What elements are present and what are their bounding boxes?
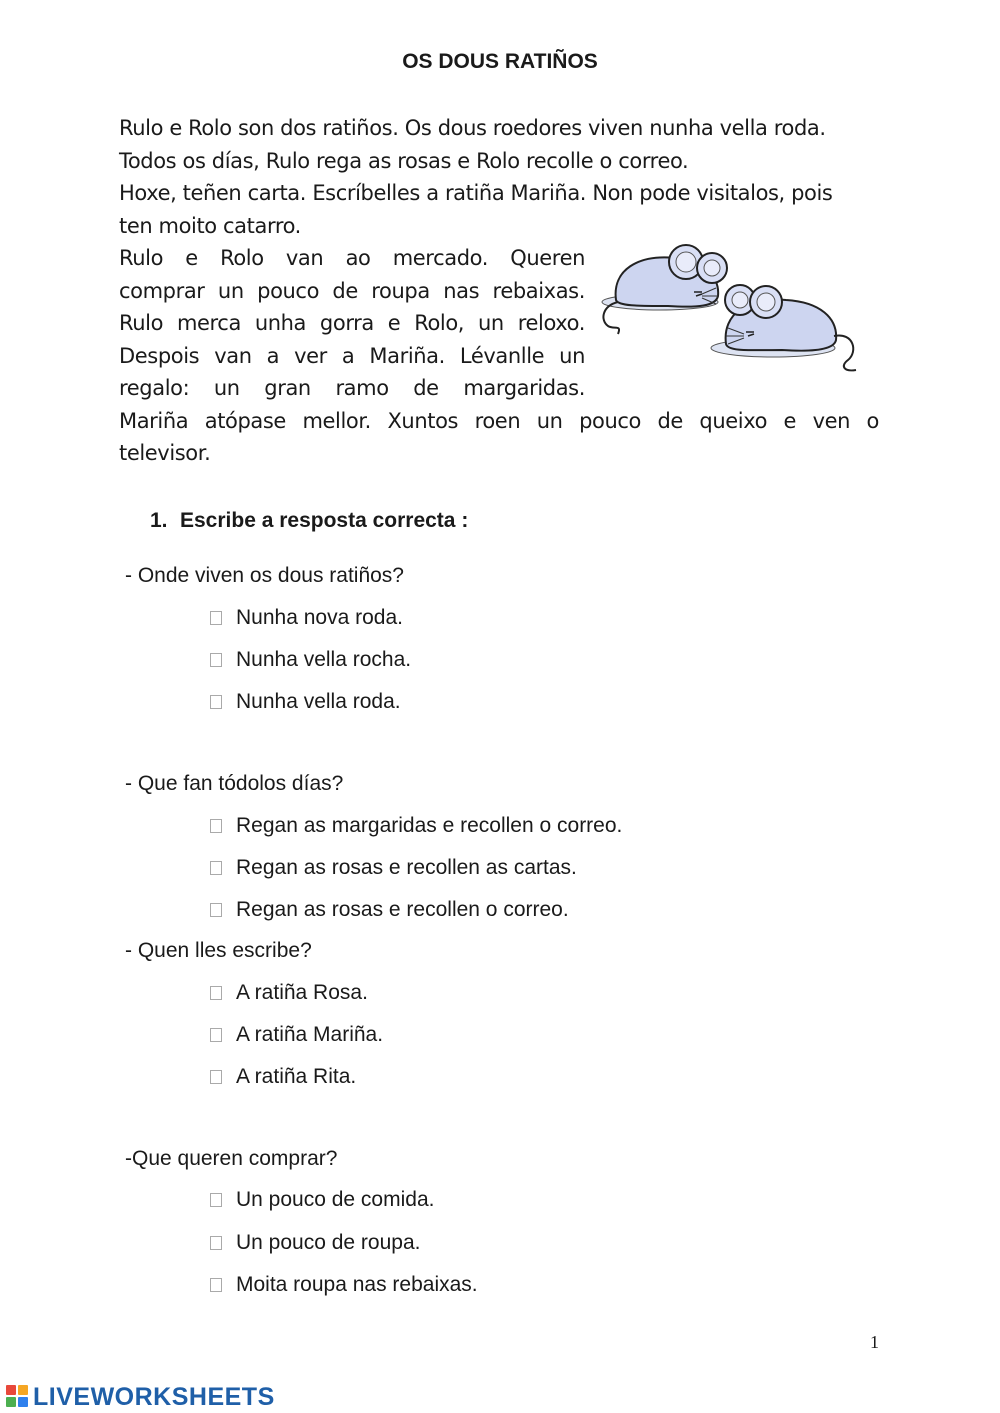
- logo-blocks-icon: [6, 1385, 30, 1409]
- mice-illustration: [598, 240, 860, 374]
- answer-option[interactable]: [210, 690, 401, 718]
- page-number: 1: [870, 1332, 879, 1352]
- exercise-number: 1.: [150, 509, 168, 532]
- option-label: A ratiña Mariña.: [236, 1023, 384, 1046]
- answer-option[interactable]: [210, 648, 411, 676]
- question-text: - Que fan tódolos días?: [125, 772, 344, 795]
- story-line: comprar un pouco de roupa nas rebaixas.: [119, 278, 585, 303]
- checkbox[interactable]: [210, 653, 222, 667]
- option-label: A ratiña Rosa.: [236, 981, 368, 1004]
- option-label: Nunha vella rocha.: [236, 648, 412, 671]
- worksheet-title: OS DOUS RATIÑOS: [402, 50, 598, 73]
- answer-option[interactable]: [210, 606, 403, 634]
- option-label: Nunha vella roda.: [236, 690, 401, 713]
- checkbox[interactable]: [210, 1278, 222, 1292]
- logo-text: LIVEWORKSHEETS: [33, 1382, 275, 1411]
- story-line: televisor.: [119, 441, 211, 465]
- question-text: -Que queren comprar?: [125, 1147, 338, 1170]
- logo-block: [18, 1397, 28, 1407]
- answer-option[interactable]: [210, 898, 569, 926]
- logo-block: [6, 1385, 16, 1395]
- answer-option[interactable]: [210, 1188, 434, 1216]
- answer-option[interactable]: [210, 1065, 356, 1093]
- exercise-heading: [150, 509, 468, 533]
- checkbox[interactable]: [210, 1236, 222, 1250]
- exercise-heading-text: Escribe a resposta correcta :: [180, 509, 469, 532]
- story-line: Todos os días, Rulo rega as rosas e Rolo recolle o correo.: [119, 148, 689, 173]
- option-label: Un pouco de comida.: [236, 1188, 435, 1211]
- option-label: Regan as rosas e recollen o correo.: [236, 898, 569, 921]
- story-line: ten moito catarro.: [119, 213, 301, 238]
- story-line: Despois van a ver a Mariña. Lévanlle un: [119, 343, 585, 368]
- checkbox[interactable]: [210, 695, 222, 709]
- answer-option[interactable]: [210, 1273, 478, 1301]
- answer-option[interactable]: [210, 856, 577, 884]
- answer-option[interactable]: [210, 814, 622, 842]
- option-label: A ratiña Rita.: [236, 1065, 357, 1088]
- checkbox[interactable]: [210, 1070, 222, 1084]
- answer-option[interactable]: [210, 981, 368, 1009]
- story-line: Hoxe, teñen carta. Escríbelles a ratiña Mariña. Non pode visitalos, pois: [119, 181, 833, 205]
- liveworksheets-logo: [6, 1384, 275, 1410]
- checkbox[interactable]: [210, 861, 222, 875]
- option-label: Moita roupa nas rebaixas.: [236, 1273, 478, 1296]
- story-line: Rulo e Rolo van ao mercado. Queren: [119, 246, 585, 270]
- checkbox[interactable]: [210, 986, 222, 1000]
- question-text: - Quen lles escribe?: [125, 939, 312, 962]
- story-line: Rulo e Rolo son dos ratiños. Os dous roedores viven nunha vella roda.: [119, 116, 826, 140]
- answer-option[interactable]: [210, 1231, 420, 1259]
- story-line: Mariña atópase mellor. Xuntos roen un pouco de queixo e ven o: [119, 408, 879, 433]
- checkbox[interactable]: [210, 819, 222, 833]
- logo-block: [18, 1385, 28, 1395]
- option-label: Regan as margaridas e recollen o correo.: [236, 814, 623, 837]
- answer-option[interactable]: [210, 1023, 383, 1051]
- story-line: Rulo merca unha gorra e Rolo, un reloxo.: [119, 311, 585, 335]
- checkbox[interactable]: [210, 611, 222, 625]
- checkbox[interactable]: [210, 1193, 222, 1207]
- option-label: Nunha nova roda.: [236, 606, 403, 629]
- logo-block: [6, 1397, 16, 1407]
- option-label: Un pouco de roupa.: [236, 1231, 421, 1254]
- option-label: Regan as rosas e recollen as cartas.: [236, 856, 577, 879]
- question-text: - Onde viven os dous ratiños?: [125, 564, 404, 587]
- checkbox[interactable]: [210, 903, 222, 917]
- checkbox[interactable]: [210, 1028, 222, 1042]
- story-line: regalo: un gran ramo de margaridas.: [119, 376, 585, 400]
